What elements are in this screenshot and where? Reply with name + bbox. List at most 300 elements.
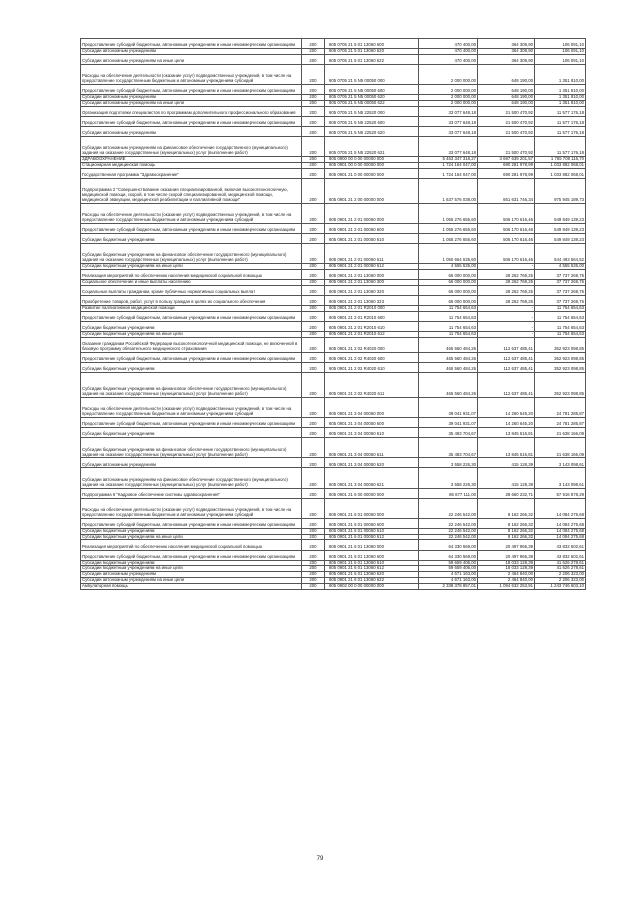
row-budget-code: 805 0901 21 3 04 00050 611 xyxy=(325,438,419,458)
row-executed: 8 162 266,32 xyxy=(478,498,535,518)
row-budget-code: 805 0705 21 5 N5 22520 621 xyxy=(325,136,419,156)
row-admin-code: 200 xyxy=(302,518,325,528)
row-budget-code: 805 0901 21 2 01 R2010 612 xyxy=(325,332,419,338)
row-budget-code: 805 0705 21 5 01 13060 620 xyxy=(325,49,419,55)
row-approved: 35 483 704,67 xyxy=(419,428,478,438)
row-approved: 1 055 276 655,60 xyxy=(419,204,478,224)
row-executed: 364 308,90 xyxy=(478,54,535,64)
row-remaining: 57 916 878,29 xyxy=(535,488,586,498)
row-admin-code: 200 xyxy=(302,572,325,578)
row-admin-code: 200 xyxy=(302,560,325,566)
row-name: Субсидии бюджетным учреждениям xyxy=(81,322,302,332)
row-name: Амбулаторная помощь xyxy=(81,584,302,590)
row-executed: 21 500 470,92 xyxy=(478,126,535,136)
row-admin-code: 200 xyxy=(302,244,325,264)
table-row xyxy=(81,39,586,49)
row-approved: 11 754 654,63 xyxy=(419,306,478,312)
row-admin-code: 200 xyxy=(302,306,325,312)
row-remaining: 37 737 269,75 xyxy=(535,296,586,306)
row-admin-code: 200 xyxy=(302,578,325,584)
row-executed: 14 260 645,20 xyxy=(478,418,535,428)
row-executed: 364 308,90 xyxy=(478,39,535,49)
row-approved: 5 463 347 318,27 xyxy=(419,157,478,163)
row-budget-code: 805 0901 21 2 01 00050 610 xyxy=(325,234,419,244)
row-executed: 112 637 485,41 xyxy=(478,373,535,398)
row-executed: 28 660 232,71 xyxy=(478,488,535,498)
row-name: Предоставление субсидий бюджетным, автономным учреждениям и иным некоммерческим организациям xyxy=(81,353,302,363)
row-admin-code: 200 xyxy=(302,54,325,64)
table-row xyxy=(81,280,586,286)
row-budget-code: 805 0901 21 2 01 00050 000 xyxy=(325,204,419,224)
row-name: Предоставление субсидий бюджетным, автономным учреждениям и иным некоммерческим организациям xyxy=(81,85,302,95)
table-row xyxy=(81,270,586,280)
row-executed: 28 262 769,25 xyxy=(478,296,535,306)
table-row xyxy=(81,518,586,528)
row-approved: 1 055 276 655,60 xyxy=(419,234,478,244)
row-budget-code: 805 0901 21 2 01 00050 611 xyxy=(325,244,419,264)
table-row xyxy=(81,224,586,234)
row-approved: 465 560 484,26 xyxy=(419,338,478,353)
row-executed: 648 190,00 xyxy=(478,100,535,106)
row-admin-code: 200 xyxy=(302,264,325,270)
row-remaining: 1 033 882 068,01 xyxy=(535,162,586,168)
row-budget-code: 805 0901 21 0 00 00000 000 xyxy=(325,168,419,178)
row-admin-code: 200 xyxy=(302,312,325,322)
row-approved: 11 754 654,63 xyxy=(419,312,478,322)
row-admin-code: 200 xyxy=(302,224,325,234)
row-approved: 4 671 163,00 xyxy=(419,578,478,584)
row-name: Субсидии бюджетным учреждениям на финансовое обеспечение государственного (муниципального) задания на оказание государственных (муниципальных) услуг (выполнение работ) xyxy=(81,438,302,458)
row-approved: 1 724 164 047,00 xyxy=(419,162,478,168)
row-remaining: 14 084 275,68 xyxy=(535,534,586,540)
row-approved: 33 077 648,18 xyxy=(419,116,478,126)
row-budget-code: 805 0901 00 0 00 00000 000 xyxy=(325,162,419,168)
row-admin-code: 200 xyxy=(302,286,325,296)
row-budget-code: 805 0901 21 6 01 13060 610 xyxy=(325,560,419,566)
row-name: Субсидии бюджетным учреждениям xyxy=(81,428,302,438)
row-approved: 4 555 535,00 xyxy=(419,264,478,270)
row-name: Реализация мероприятий по обеспечению населения медицинской социальной помощью xyxy=(81,270,302,280)
row-budget-code: 805 0901 21 6 01 13060 620 xyxy=(325,572,419,578)
row-remaining: 24 781 285,87 xyxy=(535,398,586,418)
row-admin-code: 200 xyxy=(302,85,325,95)
row-admin-code: 200 xyxy=(302,534,325,540)
row-remaining: 41 626 278,61 xyxy=(535,560,586,566)
table-row xyxy=(81,204,586,224)
row-approved: 465 560 484,26 xyxy=(419,363,478,373)
row-executed: 2 464 840,00 xyxy=(478,572,535,578)
row-remaining: 1 243 746 603,10 xyxy=(535,584,586,590)
row-budget-code: 805 0901 21 6 01 00050 000 xyxy=(325,498,419,518)
row-approved: 64 330 569,00 xyxy=(419,550,478,560)
row-budget-code: 805 0901 21 2 02 R4020 610 xyxy=(325,363,419,373)
row-approved: 470 400,00 xyxy=(419,39,478,49)
row-budget-code: 805 0901 21 2 01 R2010 000 xyxy=(325,306,419,312)
table-row xyxy=(81,64,586,84)
row-budget-code: 805 0705 21 5 N5 22520 600 xyxy=(325,116,419,126)
row-approved: 33 077 648,18 xyxy=(419,126,478,136)
row-approved: 11 754 654,63 xyxy=(419,332,478,338)
row-executed: 112 637 485,41 xyxy=(478,338,535,353)
row-name: Предоставление субсидий бюджетным, автономным учреждениям и иным некоммерческим организациям xyxy=(81,518,302,528)
row-budget-code: 805 0901 21 6 01 00050 610 xyxy=(325,528,419,534)
row-executed: 21 500 470,92 xyxy=(478,116,535,126)
row-budget-code: 805 0900 00 0 00 00000 000 xyxy=(325,157,419,163)
row-budget-code: 805 0902 00 0 00 00000 000 xyxy=(325,584,419,590)
row-approved: 2 000 000,00 xyxy=(419,95,478,101)
row-executed: 1 094 632 253,91 xyxy=(478,584,535,590)
budget-table-sheet xyxy=(80,38,584,590)
row-executed: 2 464 840,00 xyxy=(478,578,535,584)
row-remaining: 1 351 810,00 xyxy=(535,100,586,106)
row-executed: 20 497 966,39 xyxy=(478,540,535,550)
table-row xyxy=(81,322,586,332)
row-admin-code: 200 xyxy=(302,338,325,353)
table-row xyxy=(81,498,586,518)
row-admin-code: 200 xyxy=(302,296,325,306)
row-budget-code: 805 0901 21 2 01 00050 612 xyxy=(325,264,419,270)
row-budget-code: 805 0901 21 6 01 00050 600 xyxy=(325,518,419,528)
row-budget-code: 805 0705 21 5 N5 22520 620 xyxy=(325,126,419,136)
row-name: Субсидии бюджетным учреждениям xyxy=(81,560,302,566)
row-budget-code: 805 0901 21 6 01 13060 622 xyxy=(325,578,419,584)
row-remaining: 14 084 275,68 xyxy=(535,498,586,518)
row-executed: - xyxy=(478,322,535,332)
row-admin-code: 200 xyxy=(302,373,325,398)
row-name: Социальные выплаты гражданам, кроме публичных нормативных социальных выплат xyxy=(81,286,302,296)
row-executed: 18 033 128,39 xyxy=(478,560,535,566)
table-row xyxy=(81,353,586,363)
row-budget-code: 805 0901 21 6 01 13060 600 xyxy=(325,550,419,560)
row-admin-code: 200 xyxy=(302,322,325,332)
row-executed: 690 281 978,99 xyxy=(478,168,535,178)
row-admin-code: 200 xyxy=(302,280,325,286)
row-remaining: 352 923 098,85 xyxy=(535,338,586,353)
row-executed: 648 190,00 xyxy=(478,85,535,95)
row-admin-code: 200 xyxy=(302,528,325,534)
row-remaining: 352 923 098,85 xyxy=(535,353,586,363)
row-approved: 59 659 406,00 xyxy=(419,560,478,566)
row-remaining: 549 849 139,23 xyxy=(535,234,586,244)
row-approved: 4 671 163,00 xyxy=(419,572,478,578)
row-admin-code: 200 xyxy=(302,438,325,458)
row-executed: 8 162 266,32 xyxy=(478,518,535,528)
row-name: Субсидии автономным учреждениям на иные цели xyxy=(81,54,302,64)
row-remaining: 43 832 602,61 xyxy=(535,550,586,560)
row-name: Субсидии автономным учреждениям xyxy=(81,458,302,468)
row-name: Предоставление субсидий бюджетным, автономным учреждениям и иным некоммерческим организациям xyxy=(81,418,302,428)
row-executed: 21 500 470,92 xyxy=(478,106,535,116)
row-remaining: 3 143 098,61 xyxy=(535,468,586,488)
row-remaining: 106 091,10 xyxy=(535,39,586,49)
row-executed: 13 845 516,81 xyxy=(478,438,535,458)
table-row xyxy=(81,578,586,584)
row-remaining: 544 493 564,52 xyxy=(535,244,586,264)
row-budget-code: 805 0705 21 5 N5 00050 600 xyxy=(325,85,419,95)
row-admin-code: 200 xyxy=(302,468,325,488)
row-remaining: 1 765 708 116,70 xyxy=(535,157,586,163)
page-number: 79 xyxy=(316,856,324,862)
row-admin-code: 200 xyxy=(302,332,325,338)
table-row xyxy=(81,363,586,373)
budget-execution-table xyxy=(80,38,586,590)
row-name: Субсидии бюджетным учреждениям на иные цели xyxy=(81,332,302,338)
row-remaining: 37 737 269,75 xyxy=(535,270,586,280)
row-name: Социальное обеспечение и иные выплаты населению xyxy=(81,280,302,286)
row-executed: 8 162 266,32 xyxy=(478,534,535,540)
row-name: Развитие паллиативной медицинской помощи xyxy=(81,306,302,312)
row-executed: 506 170 616,46 xyxy=(478,224,535,234)
row-budget-code: 805 0901 21 6 01 13060 000 xyxy=(325,540,419,550)
row-executed: 415 128,39 xyxy=(478,458,535,468)
row-name: Предоставление субсидий бюджетным, автономным учреждениям и иным некоммерческим организациям xyxy=(81,39,302,49)
row-name: Расходы на обеспечение деятельности (оказание услуг) подведомственных учреждений, в том числе на предоставление государственным бюджетным и автономным учреждениям субсидий xyxy=(81,498,302,518)
table-row xyxy=(81,296,586,306)
row-budget-code: 805 0901 21 2 01 13060 320 xyxy=(325,286,419,296)
row-name: Субсидии автономным учреждениям на иные цели xyxy=(81,578,302,584)
row-approved: 3 558 226,30 xyxy=(419,458,478,468)
row-approved: 35 483 704,67 xyxy=(419,438,478,458)
row-remaining: 11 577 176,18 xyxy=(535,126,586,136)
row-remaining: 37 737 269,75 xyxy=(535,280,586,286)
row-name: Субсидии автономным учреждениям на финансовое обеспечение государственного (муниципального) задания на оказание государственных (муниципальных) услуг (выполнение работ) xyxy=(81,468,302,488)
row-budget-code: 805 0705 21 5 01 13060 600 xyxy=(325,39,419,49)
row-executed: 8 162 266,32 xyxy=(478,528,535,534)
row-approved: 64 330 569,00 xyxy=(419,540,478,550)
row-admin-code: 200 xyxy=(302,126,325,136)
row-approved: 86 677 111,00 xyxy=(419,488,478,498)
row-name: Предоставление субсидий бюджетным, автономным учреждениям и иным некоммерческим организациям xyxy=(81,312,302,322)
table-row xyxy=(81,312,586,322)
row-name: Субсидии автономным учреждениям xyxy=(81,49,302,55)
row-name: Оказание гражданам Российской Федерации высокотехнологичной медицинской помощи, не включенной в базовую программу обязательного медицинского страхования xyxy=(81,338,302,353)
row-name: Подпрограмма 2 "Совершенствование оказания специализированной, включая высокотехнологичную, медицинской помощи, скорой, в том числе скорой специализированной, медицинской помощи, медицинской эвакуации, медицинской реабилитации и паллиативной помощи" xyxy=(81,178,302,203)
row-name: Расходы на обеспечение деятельности (оказание услуг) подведомственных учреждений, в том числе на предоставление государственным бюджетным и автономным учреждениям субсидий xyxy=(81,398,302,418)
row-name: Субсидии бюджетным учреждениям на иные цели xyxy=(81,534,302,540)
row-admin-code: 200 xyxy=(302,157,325,163)
row-executed: 648 190,00 xyxy=(478,95,535,101)
row-remaining: 37 737 269,75 xyxy=(535,286,586,296)
row-admin-code: 200 xyxy=(302,162,325,168)
row-approved: 22 246 542,00 xyxy=(419,518,478,528)
row-name: Субсидии бюджетным учреждениям на иные цели xyxy=(81,264,302,270)
table-row xyxy=(81,244,586,264)
row-budget-code: 805 0901 21 2 02 R4020 611 xyxy=(325,373,419,398)
row-budget-code: 805 0901 21 2 02 R4020 600 xyxy=(325,353,419,363)
row-remaining: 11 577 176,18 xyxy=(535,116,586,126)
row-remaining: 14 084 275,68 xyxy=(535,528,586,534)
table-row xyxy=(81,106,586,116)
row-remaining: 21 638 166,09 xyxy=(535,438,586,458)
row-approved: 1 055 276 655,60 xyxy=(419,224,478,234)
row-executed: - xyxy=(478,306,535,312)
row-remaining: 11 754 654,63 xyxy=(535,332,586,338)
row-remaining: 21 638 166,09 xyxy=(535,428,586,438)
row-approved: 66 000 000,00 xyxy=(419,280,478,286)
row-executed: 648 190,00 xyxy=(478,64,535,84)
row-approved: 22 246 542,00 xyxy=(419,534,478,540)
row-name: Субсидии бюджетным учреждениям на финансовое обеспечение государственного (муниципального) задания на оказание государственных (муниципальных) услуг (выполнение работ) xyxy=(81,373,302,398)
row-admin-code: 200 xyxy=(302,168,325,178)
row-approved: 1 637 576 038,00 xyxy=(419,178,478,203)
row-executed: 14 260 645,20 xyxy=(478,398,535,418)
row-executed: 364 308,90 xyxy=(478,49,535,55)
table-row xyxy=(81,534,586,540)
table-row xyxy=(81,584,586,590)
row-name: Организация подготовки специалистов по программам дополнительного профессионального образования xyxy=(81,106,302,116)
row-executed: 3 697 639 201,57 xyxy=(478,157,535,163)
row-approved: 66 000 000,00 xyxy=(419,270,478,280)
table-row xyxy=(81,566,586,572)
row-name: Предоставление субсидий бюджетным, автономным учреждениям и иным некоммерческим организациям xyxy=(81,550,302,560)
row-name: Подпрограмма 6 "Кадровое обеспечение системы здравоохранения" xyxy=(81,488,302,498)
row-name: Государственная программа "Здравоохранение" xyxy=(81,168,302,178)
row-remaining: 11 754 654,63 xyxy=(535,306,586,312)
table-row xyxy=(81,438,586,458)
row-remaining: 2 206 323,00 xyxy=(535,572,586,578)
row-executed: 13 845 516,81 xyxy=(478,428,535,438)
row-budget-code: 805 0901 21 2 02 R4020 000 xyxy=(325,338,419,353)
row-executed: 21 500 470,92 xyxy=(478,136,535,156)
row-admin-code: 200 xyxy=(302,363,325,373)
row-admin-code: 200 xyxy=(302,95,325,101)
row-remaining: 3 143 098,61 xyxy=(535,458,586,468)
row-remaining: 549 849 139,23 xyxy=(535,204,586,224)
row-name: Стационарная медицинская помощь xyxy=(81,162,302,168)
row-remaining: 352 923 098,85 xyxy=(535,363,586,373)
row-admin-code: 200 xyxy=(302,353,325,363)
row-admin-code: 200 xyxy=(302,178,325,203)
row-budget-code: 805 0705 21 5 N5 00050 622 xyxy=(325,100,419,106)
row-budget-code: 805 0901 21 2 01 13060 323 xyxy=(325,296,419,306)
row-remaining: 24 781 285,87 xyxy=(535,418,586,428)
row-budget-code: 805 0901 21 2 01 13060 300 xyxy=(325,280,419,286)
row-remaining: 4 555 535,00 xyxy=(535,264,586,270)
row-name: Субсидии автономным учреждениям xyxy=(81,572,302,578)
row-name: Предоставление субсидий бюджетным, автономным учреждениям и иным некоммерческим организациям xyxy=(81,116,302,126)
row-executed: 20 497 966,39 xyxy=(478,550,535,560)
row-approved: 465 560 484,26 xyxy=(419,353,478,363)
row-executed: 661 631 746,34 xyxy=(478,178,535,203)
row-approved: 33 077 648,18 xyxy=(419,136,478,156)
table-row xyxy=(81,85,586,95)
row-budget-code: 805 0901 21 6 01 13060 612 xyxy=(325,566,419,572)
row-name: Субсидии автономным учреждениям xyxy=(81,126,302,136)
row-remaining: 549 849 139,23 xyxy=(535,224,586,234)
row-budget-code: 805 0901 21 2 01 00050 600 xyxy=(325,224,419,234)
row-approved: 22 246 542,00 xyxy=(419,498,478,518)
row-budget-code: 805 0705 21 5 01 13060 622 xyxy=(325,54,419,64)
row-executed: 28 262 769,25 xyxy=(478,286,535,296)
row-approved: 33 077 648,18 xyxy=(419,106,478,116)
row-admin-code: 200 xyxy=(302,64,325,84)
row-admin-code: 200 xyxy=(302,116,325,126)
table-row xyxy=(81,136,586,156)
row-name: Реализация мероприятий по обеспечению населения медицинской социальной помощью xyxy=(81,540,302,550)
row-admin-code: 200 xyxy=(302,204,325,224)
row-budget-code: 805 0901 21 3 04 00050 620 xyxy=(325,458,419,468)
table-row xyxy=(81,550,586,560)
row-name: Предоставление субсидий бюджетным, автономным учреждениям и иным некоммерческим организациям xyxy=(81,224,302,234)
row-budget-code: 805 0901 21 6 01 00050 612 xyxy=(325,534,419,540)
row-name: Субсидии бюджетным учреждениям на иные цели xyxy=(81,566,302,572)
row-remaining: 14 084 275,68 xyxy=(535,518,586,528)
row-budget-code: 805 0901 21 6 00 00000 000 xyxy=(325,488,419,498)
row-admin-code: 200 xyxy=(302,584,325,590)
row-budget-code: 805 0901 21 3 04 00050 000 xyxy=(325,398,419,418)
row-executed: 28 262 769,25 xyxy=(478,280,535,286)
row-executed: 415 128,39 xyxy=(478,468,535,488)
table-row xyxy=(81,54,586,64)
row-remaining: 11 577 176,18 xyxy=(535,136,586,156)
row-remaining: 1 033 882 068,01 xyxy=(535,168,586,178)
row-name: Субсидии автономным учреждениям xyxy=(81,95,302,101)
row-budget-code: 805 0901 21 3 04 00050 600 xyxy=(325,418,419,428)
table-row xyxy=(81,338,586,353)
table-row xyxy=(81,116,586,126)
row-approved: 2 000 000,00 xyxy=(419,85,478,95)
row-remaining: 1 351 810,00 xyxy=(535,64,586,84)
row-approved: 470 400,00 xyxy=(419,49,478,55)
row-approved: 2 338 378 857,01 xyxy=(419,584,478,590)
row-approved: 22 246 542,00 xyxy=(419,528,478,534)
row-name: Приобретение товаров, работ, услуг в пользу граждан в целях их социального обеспечения xyxy=(81,296,302,306)
row-name: Субсидии бюджетным учреждениям xyxy=(81,234,302,244)
row-executed: - xyxy=(478,264,535,270)
row-executed: 506 170 616,46 xyxy=(478,234,535,244)
table-row xyxy=(81,468,586,488)
row-executed: 506 170 616,46 xyxy=(478,244,535,264)
row-remaining: 106 091,10 xyxy=(535,49,586,55)
row-remaining: 1 351 810,00 xyxy=(535,85,586,95)
table-row xyxy=(81,373,586,398)
row-name: Субсидии бюджетным учреждениям xyxy=(81,528,302,534)
row-admin-code: 200 xyxy=(302,540,325,550)
row-executed: 28 262 769,25 xyxy=(478,270,535,280)
row-remaining: 11 577 176,18 xyxy=(535,106,586,116)
row-remaining: 106 091,10 xyxy=(535,54,586,64)
table-row xyxy=(81,488,586,498)
row-remaining: 11 754 654,63 xyxy=(535,312,586,322)
row-approved: 11 754 654,63 xyxy=(419,322,478,332)
row-approved: 59 659 406,00 xyxy=(419,566,478,572)
table-row xyxy=(81,126,586,136)
table-row xyxy=(81,234,586,244)
row-admin-code: 200 xyxy=(302,270,325,280)
row-admin-code: 200 xyxy=(302,458,325,468)
row-approved: 2 000 000,00 xyxy=(419,64,478,84)
row-remaining: 43 832 602,61 xyxy=(535,540,586,550)
row-remaining: 2 206 323,00 xyxy=(535,578,586,584)
row-name: Субсидии автономным учреждениям на иные цели xyxy=(81,100,302,106)
row-executed: 112 637 485,41 xyxy=(478,353,535,363)
row-executed: - xyxy=(478,312,535,322)
row-name: Расходы на обеспечение деятельности (оказание услуг) подведомственных учреждений, в том числе на предоставление государственным бюджетным и автономным учреждениям субсидий xyxy=(81,204,302,224)
row-budget-code: 805 0901 21 3 04 00050 621 xyxy=(325,468,419,488)
row-executed: 112 637 485,41 xyxy=(478,363,535,373)
row-remaining: 975 945 189,73 xyxy=(535,178,586,203)
row-remaining: 41 626 278,61 xyxy=(535,566,586,572)
row-executed: 690 281 978,99 xyxy=(478,162,535,168)
row-remaining: 352 923 098,85 xyxy=(535,373,586,398)
row-approved: 66 000 000,00 xyxy=(419,296,478,306)
row-admin-code: 200 xyxy=(302,398,325,418)
row-admin-code: 200 xyxy=(302,418,325,428)
row-remaining: 1 351 810,00 xyxy=(535,95,586,101)
row-budget-code: 805 0901 21 2 01 R2010 600 xyxy=(325,312,419,322)
row-budget-code: 805 0901 21 3 04 00050 610 xyxy=(325,428,419,438)
row-executed: 506 170 616,46 xyxy=(478,204,535,224)
